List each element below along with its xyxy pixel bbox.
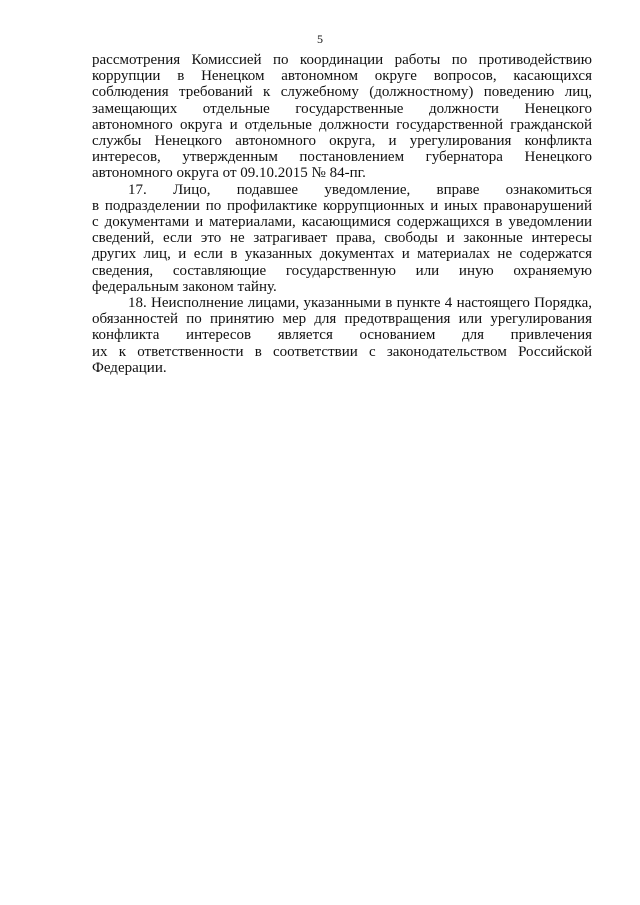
text-line: 17. Лицо, подавшее уведомление, вправе ознакомиться <box>128 181 592 198</box>
text-line: интересов, утвержденным постановлением губернатора Ненецкого <box>92 149 592 166</box>
text-line: автономного округа от 09.10.2015 № 84-пг. <box>92 165 366 182</box>
text-line: их к ответственности в соответствии с законодательством Российской <box>92 343 592 360</box>
text-line: автономного округа и отдельные должности государственной гражданской <box>92 116 592 133</box>
text-line: сведения, составляющие государственную или иную охраняемую <box>92 262 592 279</box>
text-line: с документами и материалами, касающимися содержащихся в уведомлении <box>92 214 592 231</box>
paragraph-item-17 <box>92 182 592 295</box>
text-line: федеральным законом тайну. <box>92 278 277 295</box>
page-number: 5 <box>317 32 323 46</box>
paragraph-item-18 <box>92 295 592 376</box>
text-line: соблюдения требований к служебному (должностному) поведению лиц, <box>92 84 592 101</box>
text-line: 18. Неисполнение лицами, указанными в пункте 4 настоящего Порядка, <box>128 295 592 312</box>
text-line: в подразделении по профилактике коррупционных и иных правонарушений <box>92 197 592 214</box>
text-line: других лиц, и если в указанных документах и материалах не содержатся <box>92 246 592 263</box>
text-line: коррупции в Ненецком автономном округе вопросов, касающихся <box>92 68 592 85</box>
text-line: Федерации. <box>92 359 167 376</box>
document-body <box>92 52 592 376</box>
text-line: сведений, если это не затрагивает права, свободы и законные интересы <box>92 230 592 247</box>
text-line: обязанностей по принятию мер для предотвращения или урегулирования <box>92 311 592 328</box>
text-line: конфликта интересов является основанием для привлечения <box>92 327 592 344</box>
paragraph-continuation <box>92 52 592 182</box>
text-line: замещающих отдельные государственные должности Ненецкого <box>92 100 592 117</box>
text-line: рассмотрения Комиссией по координации работы по противодействию <box>92 52 592 68</box>
text-line: службы Ненецкого автономного округа, и урегулирования конфликта <box>92 133 592 150</box>
